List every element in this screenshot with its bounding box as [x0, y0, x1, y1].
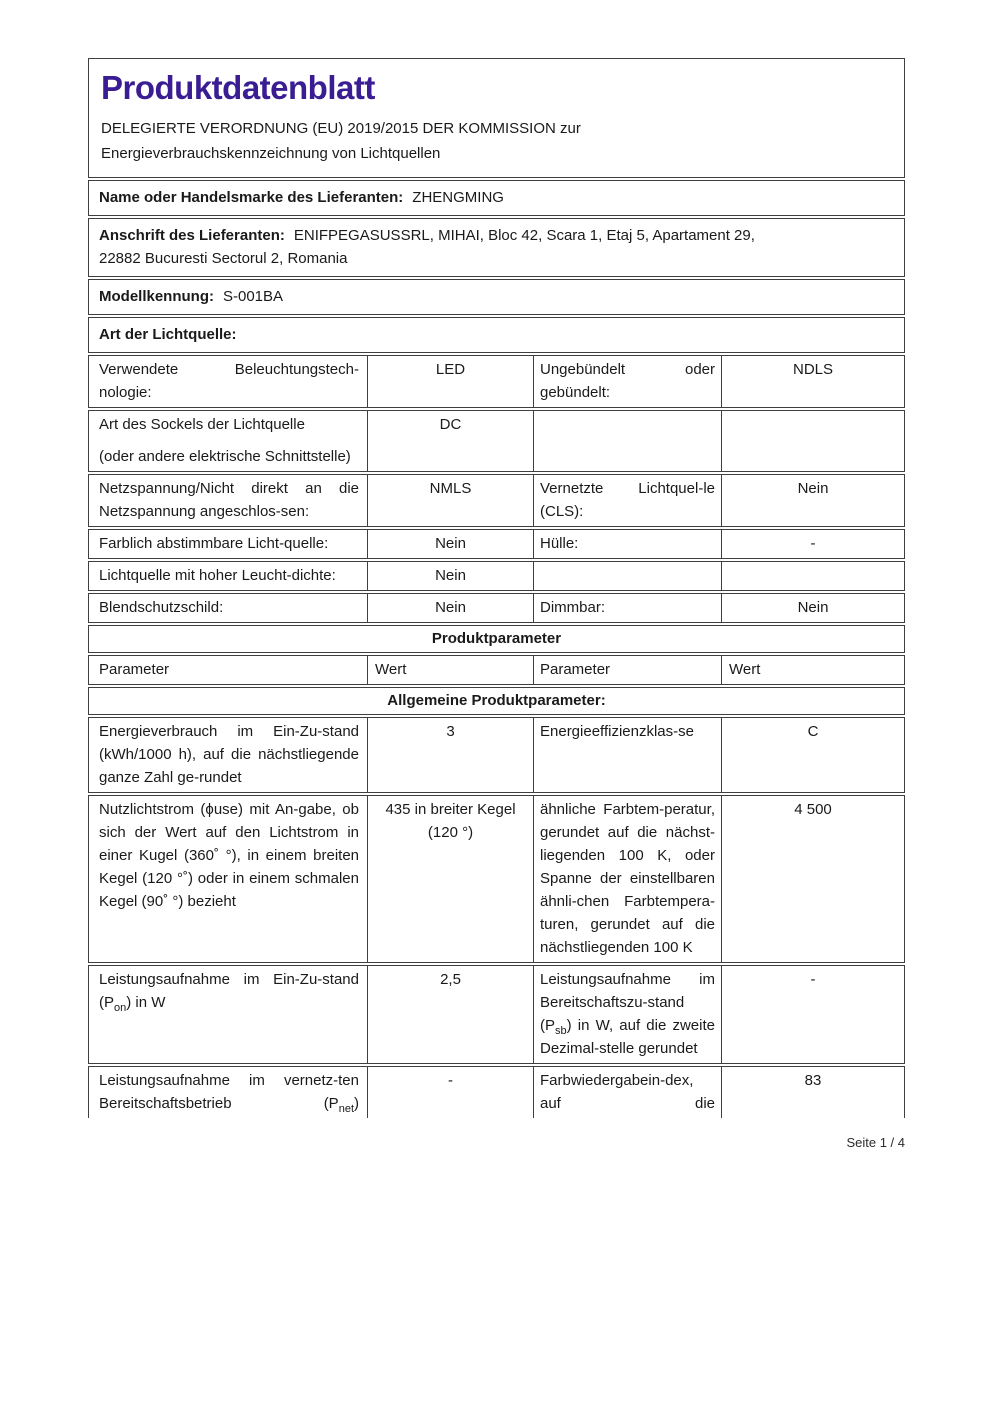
param-value: 4 500: [721, 796, 904, 962]
param-value: NDLS: [721, 356, 904, 407]
param-label: [89, 1067, 367, 1118]
light-source-type-header: Art der Lichtquelle:: [99, 326, 237, 343]
param-label: Hülle:: [533, 530, 721, 558]
param-value: [721, 562, 904, 590]
column-header-parameter-2: Parameter: [533, 656, 721, 684]
param-value: Nein: [721, 475, 904, 526]
supplier-address-line-1: ENIFPEGASUSSRL, MIHAI, Bloc 42, Scara 1, Etaj 5, Apartament 29,: [293, 227, 755, 244]
param-label: ähnliche Farbtem-peratur, gerundet auf die nächst-liegenden 100 K, oder Spanne der einstellbaren ähnli-chen Farbtempera-turen, gerundet auf die nächstliegenden 100 K: [533, 796, 721, 962]
param-value: C: [721, 718, 904, 792]
param-value: -: [721, 966, 904, 1063]
title-block: [88, 58, 905, 178]
product-datasheet: [88, 58, 905, 1154]
column-header-wert-1: Wert: [367, 656, 533, 684]
param-label-text: ) in W: [126, 994, 166, 1011]
param-value: -: [721, 530, 904, 558]
param-label: Verwendete Beleuchtungstech-nologie:: [99, 361, 359, 401]
table-row: [88, 593, 905, 623]
param-value: DC: [367, 411, 533, 471]
column-header-parameter-1: Parameter: [99, 661, 170, 678]
param-label: [533, 411, 721, 471]
param-label: Netzspannung/Nicht direkt an die Netzspannung angeschlos-sen:: [99, 480, 359, 520]
param-label-paragraph-2: (oder andere elektrische Schnittstelle): [99, 448, 351, 465]
regulation-subtitle-line-1: DELEGIERTE VERORDNUNG (EU) 2019/2015 DER KOMMISSION zur: [101, 120, 581, 137]
param-value: -: [367, 1067, 533, 1118]
table-column-header-row: [88, 655, 905, 685]
supplier-address-label: Anschrift des Lieferanten:: [99, 227, 285, 244]
supplier-name-row: [88, 180, 905, 216]
model-id-label: Modellkennung:: [99, 288, 214, 305]
param-label: Energieverbrauch im Ein-Zu-stand (kWh/1000 h), auf die nächstliegende ganze Zahl ge-rundet: [99, 723, 359, 786]
param-value: 2,5: [367, 966, 533, 1063]
param-label-paragraph-1: Art des Sockels der Lichtquelle: [99, 416, 305, 433]
page-title: Produktdatenblatt: [101, 69, 375, 106]
table-row: [88, 561, 905, 591]
param-label: [89, 411, 367, 471]
table-row: [88, 529, 905, 559]
supplier-name-value: ZHENGMING: [412, 189, 504, 206]
table-row: [88, 795, 905, 963]
param-label-subscript: net: [338, 1103, 354, 1115]
param-label: Blendschutzschild:: [99, 599, 224, 616]
param-label-text: Leistungsaufnahme im Bereitschaftszu-stand (P: [540, 971, 715, 1034]
table-section-header-row: [88, 625, 905, 653]
param-value: LED: [367, 356, 533, 407]
param-value: [721, 411, 904, 471]
table-row: [88, 410, 905, 472]
model-id-value: S-001BA: [223, 288, 284, 305]
param-value: 83: [721, 1067, 904, 1118]
table-row: [88, 717, 905, 793]
param-value: 435 in breiter Kegel (120 °): [367, 796, 533, 962]
param-label: [89, 966, 367, 1063]
model-id-row: [88, 279, 905, 315]
param-label-text: ) in W, auf die zweite Dezimal-stelle gerundet: [540, 1017, 715, 1057]
supplier-address-row: [88, 218, 905, 277]
regulation-subtitle-line-2: Energieverbrauchskennzeichnung von Lichtquellen: [101, 145, 441, 162]
table-row: [88, 355, 905, 408]
param-label: [533, 966, 721, 1063]
param-label: Dimmbar:: [533, 594, 721, 622]
table-row: [88, 474, 905, 527]
param-label: Farblich abstimmbare Licht-quelle:: [99, 535, 329, 552]
param-value: Nein: [721, 594, 904, 622]
product-parameters-header: Produktparameter: [431, 630, 562, 647]
table-row: [88, 965, 905, 1064]
param-label: Energieeffizienzklas-se: [533, 718, 721, 792]
param-label: Vernetzte Lichtquel-le (CLS):: [533, 475, 721, 526]
supplier-address-line-2: 22882 Bucuresti Sectorul 2, Romania: [99, 250, 348, 267]
table-row: [88, 1066, 905, 1118]
param-label-text: Leistungsaufnahme im Ein-Zu-stand (P: [99, 971, 359, 1011]
supplier-name-label: Name oder Handelsmarke des Lieferanten:: [99, 189, 404, 206]
param-value: Nein: [367, 594, 533, 622]
param-label-text: ): [354, 1095, 359, 1112]
param-label-subscript: on: [114, 1002, 127, 1014]
param-label: Farbwiedergabein-dex, auf die: [533, 1067, 721, 1118]
general-product-parameters-header: Allgemeine Produktparameter:: [387, 692, 606, 709]
page-footer: Seite 1 / 4: [846, 1135, 905, 1150]
param-value: Nein: [367, 530, 533, 558]
param-label: Ungebündelt oder gebündelt:: [533, 356, 721, 407]
param-label-subscript: sb: [555, 1025, 567, 1037]
param-label: [533, 562, 721, 590]
column-header-wert-2: Wert: [721, 656, 904, 684]
param-value: NMLS: [367, 475, 533, 526]
table-section-header-row: [88, 687, 905, 715]
param-value: Nein: [367, 562, 533, 590]
light-source-type-header-row: [88, 317, 905, 353]
param-label-text: Leistungsaufnahme im vernetz-ten Bereitschaftsbetrieb (P: [99, 1072, 359, 1112]
param-label: Lichtquelle mit hoher Leucht-dichte:: [99, 567, 336, 584]
param-label: Nutzlichtstrom (ϕuse) mit An-gabe, ob sich der Wert auf den Lichtstrom in einer Kugel (360˚ °), in einem breiten Kegel (120 °˚) oder in einem schmalen Kegel (90˚ °) bezieht: [99, 801, 359, 910]
param-value: 3: [367, 718, 533, 792]
